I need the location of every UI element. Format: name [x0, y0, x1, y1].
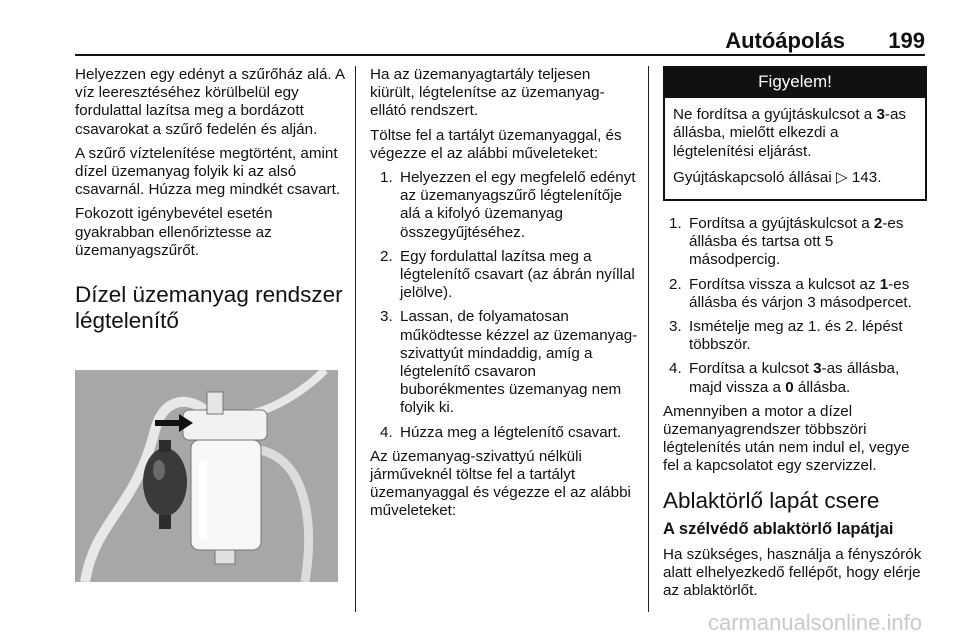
column-2: [370, 66, 638, 527]
section-heading: Dízel üzemanyag rendszer légtelenítő: [75, 282, 343, 334]
paragraph: Amennyiben a motor a dízel üzemanyagrendszer többszöri légtelenítés után nem indul el, vegye fel a kapcsolatot egy szervizzel.: [663, 402, 910, 475]
paragraph: Helyezzen egy edényt a szűrőház alá. A víz leeresztéséhez körülbelül egy fordulattal lazítsa meg a bordázott csavarokat a szűrő fedelén és alján.: [75, 66, 345, 138]
header-title: Autóápolás: [725, 28, 845, 53]
step-list: [663, 215, 927, 397]
page-ref-arrow-icon: ▷: [835, 168, 848, 186]
page-number: 199: [888, 28, 925, 53]
paragraph: A szűrő víztelenítése megtörtént, amint dízel üzemanyag folyik ki az alsó csavarnál. Húzza meg mindkét csavart.: [75, 144, 341, 199]
column-1: [75, 66, 345, 334]
warning-reference: Gyújtáskapcsoló állásai ▷ 143.: [673, 168, 882, 186]
list-item: 2. Fordítsa vissza a kulcsot az 1-es állásba és várjon 3 másodpercet.: [669, 275, 912, 311]
paragraph: Ha az üzemanyagtartály teljesen kiürült, légtelenítse az üzemanyag-ellátó rendszert.: [370, 66, 605, 120]
list-item: 1. Fordítsa a gyújtáskulcsot a 2-es állásba és tartsa ott 5 másodpercig.: [669, 215, 904, 269]
list-item: 3. Lassan, de folyamatosan működtesse kézzel az üzemanyag-szivattyút mindaddig, amíg a légtelenítő csavaron buborékmentes üzemanyag nem folyik ki.: [380, 308, 638, 417]
column-divider: [648, 66, 649, 612]
fuel-filter-illustration: [75, 370, 338, 582]
watermark: carmanualsonline.info: [707, 610, 922, 635]
column-divider: [355, 66, 356, 612]
list-item: 2. Egy fordulattal lazítsa meg a légtelenítő csavart (az ábrán nyíllal jelölve).: [380, 247, 635, 302]
warning-text: Ne fordítsa a gyújtáskulcsot a 3-as állásba, mielőtt elkezdi a légtelenítési eljárást.: [673, 106, 907, 160]
list-item: 3. Ismételje meg az 1. és 2. lépést többször.: [669, 318, 903, 354]
section-heading: Ablaktörlő lapát csere: [663, 487, 880, 513]
list-item: 4. Fordítsa a kulcsot 3-as állásba, majd vissza a 0 állásba.: [669, 360, 900, 396]
paragraph: Töltse fel a tartályt üzemanyaggal, és végezze el az alábbi műveleteket:: [370, 126, 622, 162]
step-list: [370, 169, 638, 442]
paragraph: Ha szükséges, használja a fényszórók alatt elhelyezkedő fellépőt, hogy elérje az ablaktörlőt.: [663, 546, 922, 600]
warning-title: Figyelem!: [665, 68, 925, 98]
warning-box: [663, 66, 927, 201]
paragraph: Az üzemanyag-szivattyú nélküli járműveknél töltse fel a tartályt üzemanyaggal és végezze el az alábbi műveleteket:: [370, 447, 631, 520]
list-item: 1. Helyezzen el egy megfelelő edényt az üzemanyagszűrő légtelenítője alá a kifolyó üzemanyag összegyűjtéséhez.: [380, 169, 636, 241]
page-header: [75, 22, 925, 56]
subsection-heading: A szélvédő ablaktörlő lapátjai: [663, 519, 894, 538]
paragraph: Fokozott igénybevétel esetén gyakrabban ellenőriztesse az üzemanyagszűrőt.: [75, 205, 273, 259]
column-3: [663, 66, 927, 607]
list-item: 4. Húzza meg a légtelenítő csavart.: [380, 423, 622, 441]
